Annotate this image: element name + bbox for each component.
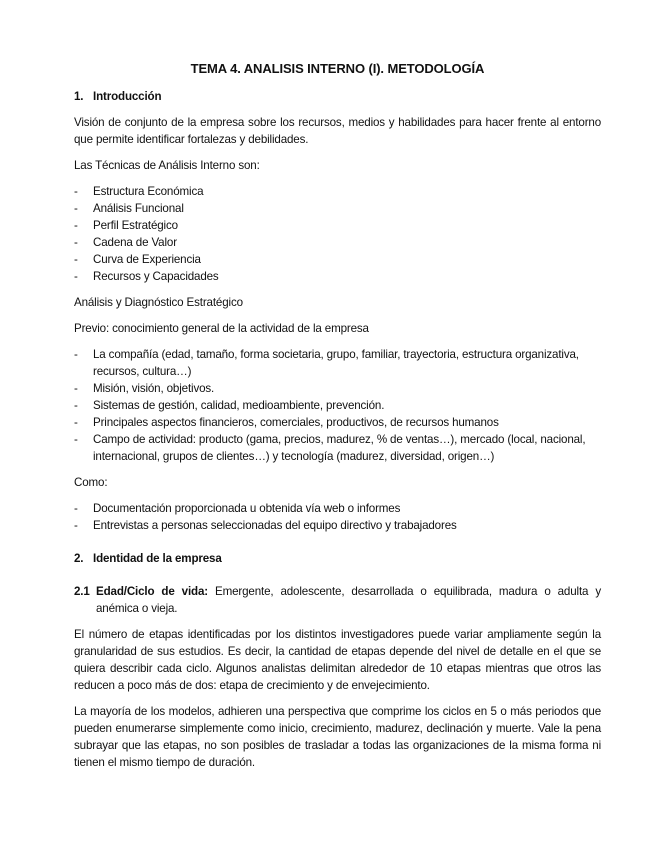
list-item: - Principales aspectos financieros, comerciales, productivos, de recursos humanos <box>74 416 499 429</box>
list-item: - Análisis Funcional <box>74 202 184 215</box>
list-item: - Entrevistas a personas seleccionadas del equipo directivo y trabajadores <box>74 519 457 532</box>
list-item: - Recursos y Capacidades <box>74 270 219 283</box>
list-item-text: La compañía (edad, tamaño, forma societaria, grupo, familiar, trayectoria, estructura organizativa, recursos, cultura…) <box>93 348 579 378</box>
list-item: - Perfil Estratégico <box>74 219 178 232</box>
section-1-title: Introducción <box>93 90 162 103</box>
list-item: - Estructura Económica <box>74 185 204 198</box>
como-list <box>74 500 601 534</box>
list-item-text: Documentación proporcionada u obtenida vía web o informes <box>93 502 401 515</box>
list-item: - Cadena de Valor <box>74 236 177 249</box>
previo-lead: Previo: conocimiento general de la actividad de la empresa <box>74 322 369 335</box>
subsection-2-1-label: Edad/Ciclo de vida: <box>96 585 208 598</box>
techniques-lead: Las Técnicas de Análisis Interno son: <box>74 159 260 172</box>
como-lead: Como: <box>74 476 108 489</box>
list-item-text: Curva de Experiencia <box>93 253 201 266</box>
list-item-text: Principales aspectos financieros, comerciales, productivos, de recursos humanos <box>93 416 499 429</box>
section-2-title: Identidad de la empresa <box>93 552 222 565</box>
section-2-heading <box>74 550 601 567</box>
stages-paragraph: El número de etapas identificadas por los distintos investigadores puede variar ampliamente según la granularidad de sus estudios. Es decir, la cantidad de etapas depende del nivel de detalle en el que se quiera describir cada ciclo. Algunos analistas delimitan alrededor de 10 etapas mientras que otros las reducen a poco más de dos: etapa de crecimiento y de envejecimiento. <box>74 628 601 692</box>
subsection-2-1-text: Emergente, adolescente, desarrollada o equilibrada, madura o adulta y anémica o vieja. <box>96 585 601 615</box>
models-paragraph: La mayoría de los modelos, adhieren una perspectiva que comprime los ciclos en 5 o más periodos que pueden enumerarse simplemente como inicio, crecimiento, madurez, declinación y muerte. Vale la pena subrayar que las etapas, no son posibles de trasladar a todas las organizaciones de la misma forma ni tienen el mismo tiempo de duración. <box>74 705 601 769</box>
list-item: - Campo de actividad: producto (gama, precios, madurez, % de ventas…), mercado (local, nacional, internacional, grupos de clientes…) y tecnología (madurez, diversidad, origen…) <box>74 433 586 463</box>
list-item-text: Cadena de Valor <box>93 236 177 249</box>
list-item: - Documentación proporcionada u obtenida vía web o informes <box>74 502 401 515</box>
list-item: - Sistemas de gestión, calidad, medioambiente, prevención. <box>74 399 385 412</box>
section-2-number: 2. <box>74 552 84 565</box>
subsection-2-1 <box>74 583 601 617</box>
previo-list <box>74 346 601 465</box>
techniques-list <box>74 183 601 285</box>
list-item: - Curva de Experiencia <box>74 253 201 266</box>
intro-paragraph: Visión de conjunto de la empresa sobre los recursos, medios y habilidades para hacer frente al entorno que permite identificar fortalezas y debilidades. <box>74 116 601 146</box>
section-1-heading <box>74 88 601 105</box>
document-title: TEMA 4. ANALISIS INTERNO (I). METODOLOGÍA <box>190 61 485 76</box>
section-1-number: 1. <box>74 90 84 103</box>
list-item-text: Misión, visión, objetivos. <box>93 382 215 395</box>
list-item: - La compañía (edad, tamaño, forma societaria, grupo, familiar, trayectoria, estructura organizativa, recursos, cultura…) <box>74 348 579 378</box>
list-item-text: Sistemas de gestión, calidad, medioambiente, prevención. <box>93 399 385 412</box>
list-item-text: Análisis Funcional <box>93 202 184 215</box>
list-item-text: Entrevistas a personas seleccionadas del equipo directivo y trabajadores <box>93 519 457 532</box>
list-item-text: Campo de actividad: producto (gama, precios, madurez, % de ventas…), mercado (local, nacional, internacional, grupos de clientes…) y tecnología (madurez, diversidad, origen…) <box>93 433 586 463</box>
list-item: - Misión, visión, objetivos. <box>74 382 215 395</box>
list-item-text: Recursos y Capacidades <box>93 270 219 283</box>
subsection-2-1-number: 2.1 <box>74 585 90 598</box>
list-item-text: Estructura Económica <box>93 185 204 198</box>
list-item-text: Perfil Estratégico <box>93 219 178 232</box>
diagnosis-lead: Análisis y Diagnóstico Estratégico <box>74 296 243 309</box>
